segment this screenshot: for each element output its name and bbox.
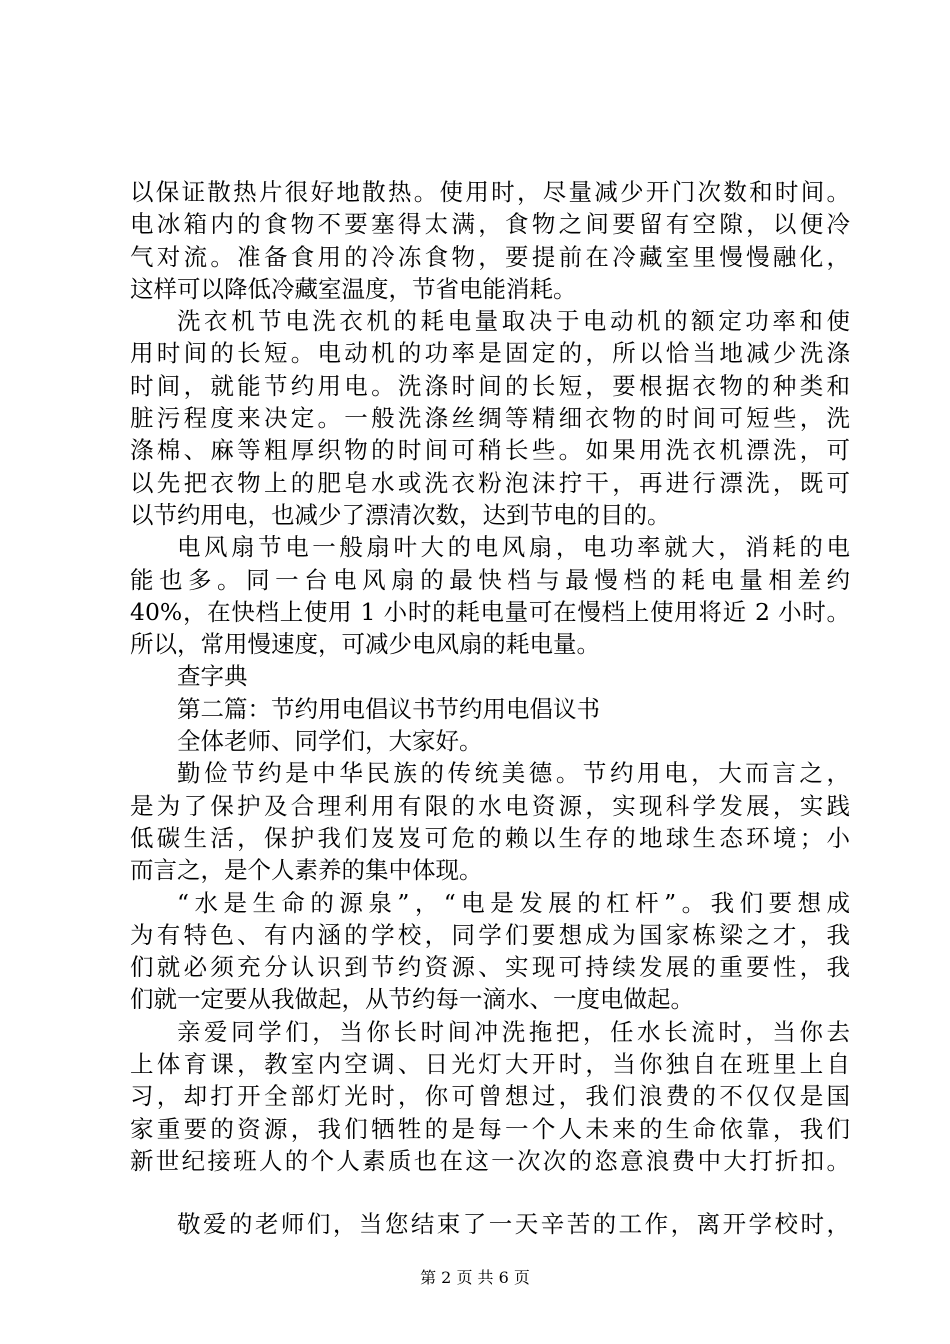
- text-line: 用时间的长短。电动机的功率是固定的，所以恰当地减少洗涤: [130, 339, 850, 368]
- text-line: 第二篇：节约用电倡议书节约用电倡议书: [177, 694, 600, 723]
- text-line: 时间，就能节约用电。洗涤时间的长短，要根据衣物的种类和: [130, 371, 850, 400]
- text-line: 电风扇节电一般扇叶大的电风扇，电功率就大，消耗的电: [177, 533, 850, 562]
- text-line: “水是生命的源泉”，“电是发展的杠杆”。我们要想成: [177, 888, 850, 917]
- text-line: 是为了保护及合理利用有限的水电资源，实现科学发展，实践: [130, 791, 850, 820]
- text-line: 以先把衣物上的肥皂水或洗衣粉泡沫拧干，再进行漂洗，既可: [130, 468, 850, 497]
- text-line: 所以，常用慢速度，可减少电风扇的耗电量。: [130, 630, 600, 659]
- text-line: 们就一定要从我做起，从节约每一滴水、一度电做起。: [130, 985, 694, 1014]
- text-line: 气对流。准备食用的冷冻食物，要提前在冷藏室里慢慢融化，: [130, 242, 850, 271]
- text-line: 低碳生活，保护我们岌岌可危的赖以生存的地球生态环境；小: [130, 823, 850, 852]
- text-line: 洗衣机节电洗衣机的耗电量取决于电动机的额定功率和使: [177, 307, 850, 336]
- text-line: 们就必须充分认识到节约资源、实现可持续发展的重要性，我: [130, 953, 850, 982]
- text-line: 亲爱同学们，当你长时间冲洗拖把，任水长流时，当你去: [177, 1017, 850, 1046]
- text-line: 40%，在快档上使用 1 小时的耗电量可在慢档上使用将近 2 小时。: [130, 597, 850, 626]
- text-line: 以节约用电，也减少了漂清次数，达到节电的目的。: [130, 500, 671, 529]
- text-line: 家重要的资源，我们牺牲的是每一个人未来的生命依靠，我们: [130, 1114, 850, 1143]
- text-line: 勤俭节约是中华民族的传统美德。节约用电，大而言之，: [177, 759, 850, 788]
- text-line: 以保证散热片很好地散热。使用时，尽量减少开门次数和时间。: [130, 178, 850, 206]
- page-number-label: 第 2 页 共 6 页: [420, 1268, 530, 1287]
- text-line: 而言之，是个人素养的集中体现。: [130, 856, 483, 885]
- text-line: 查字典: [177, 662, 248, 691]
- document-body: [130, 176, 850, 1241]
- text-line: 能也多。同一台电风扇的最快档与最慢档的耗电量相差约: [130, 565, 850, 594]
- page-footer: [0, 1265, 950, 1288]
- final-line: 敬爱的老师们，当您结束了一天辛苦的工作，离开学校时，: [177, 1210, 850, 1239]
- text-line: 全体老师、同学们，大家好。: [177, 727, 483, 756]
- text-line: 新世纪接班人的个人素质也在这一次次的恣意浪费中大打折扣。: [130, 1146, 850, 1175]
- text-line: 涤棉、麻等粗厚织物的时间可稍长些。如果用洗衣机漂洗，可: [130, 436, 850, 465]
- text-line: 习，却打开全部灯光时，你可曾想过，我们浪费的不仅仅是国: [130, 1082, 850, 1111]
- text-line: 上体育课，教室内空调、日光灯大开时，当你独自在班里上自: [130, 1050, 850, 1079]
- paragraph-block: [130, 176, 850, 1177]
- text-line: 电冰箱内的食物不要塞得太满，食物之间要留有空隙，以便冷: [130, 210, 850, 239]
- text-line: 脏污程度来决定。一般洗涤丝绸等精细衣物的时间可短些，洗: [130, 404, 850, 433]
- text-line: 这样可以降低冷藏室温度，节省电能消耗。: [130, 274, 577, 303]
- text-line: 为有特色、有内涵的学校，同学们要想成为国家栋梁之才，我: [130, 920, 850, 949]
